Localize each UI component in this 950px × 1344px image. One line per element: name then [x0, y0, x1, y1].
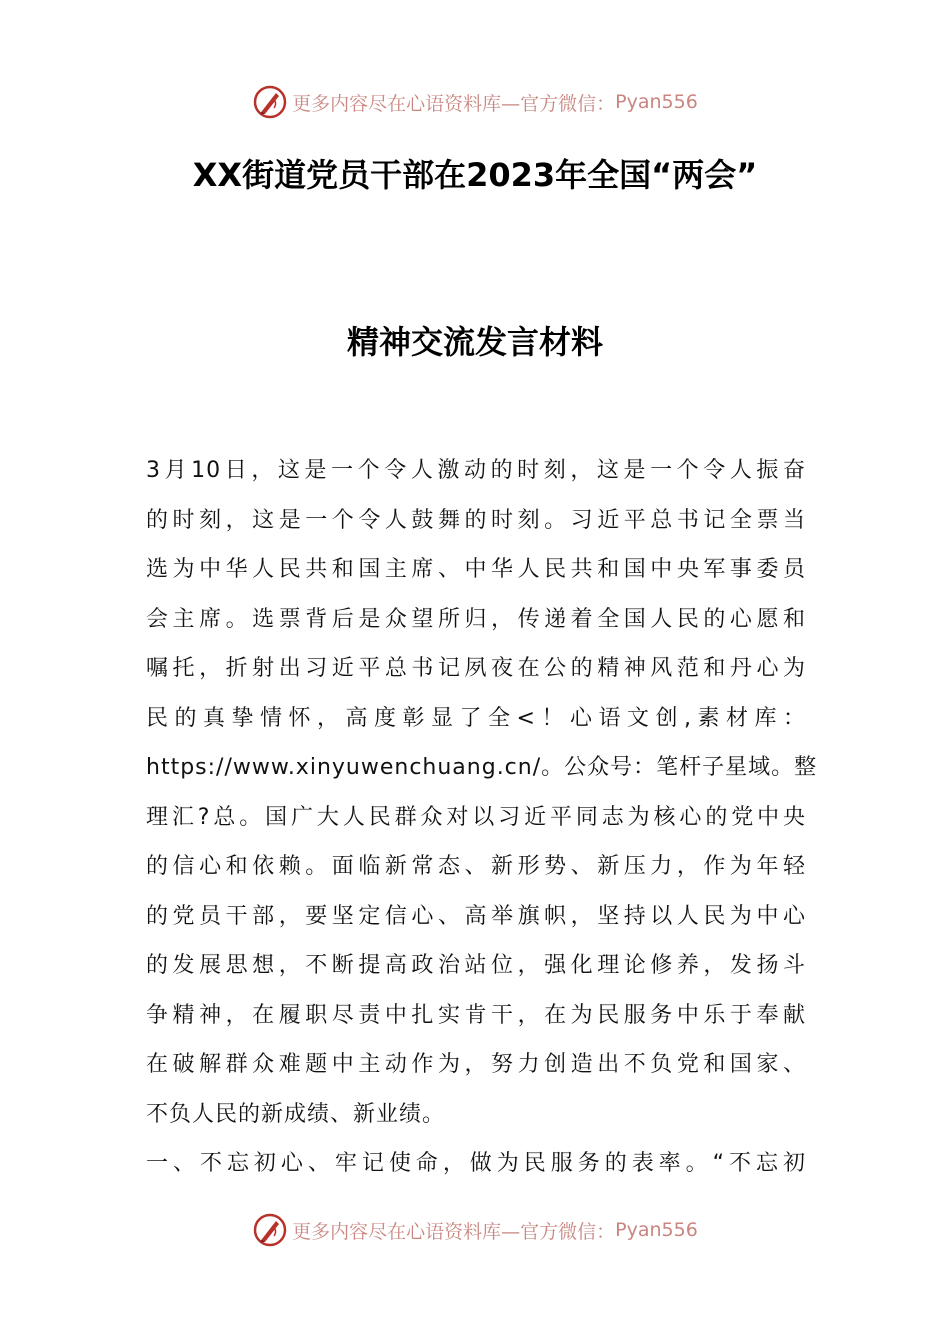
pen-logo-icon — [252, 1212, 288, 1248]
watermark-header — [0, 80, 950, 124]
document-body — [146, 446, 818, 1189]
body-line: 在破解群众难题中主动作为，努力创造出不负党和国家、 — [146, 1052, 806, 1077]
body-line: 嘱托，折射出习近平总书记夙夜在公的精神风范和丹心为 — [146, 656, 806, 681]
document-title-line-2: 精神交流发言材料 — [346, 323, 603, 361]
watermark-text: 更多内容尽在心语资料库—官方微信： — [292, 1220, 616, 1243]
watermark-wechat-id: Pyan556 — [615, 91, 698, 113]
body-line: 选为中华人民共和国主席、中华人民共和国中央军事委员 — [146, 557, 806, 582]
body-line: https://www.xinyuwenchuang.cn/。公众号：笔杆子星域。整 — [146, 755, 818, 780]
body-line: 不负人民的新成绩、新业绩。 — [146, 1101, 446, 1127]
body-line: 理汇?总。国广大人民群众对以习近平同志为核心的党中央 — [146, 804, 806, 830]
watermark-text: 更多内容尽在心语资料库—官方微信： — [292, 92, 616, 115]
body-line: 的发展思想，不断提高政治站位，强化理论修养，发扬斗 — [146, 953, 806, 978]
pen-logo-icon — [252, 84, 288, 120]
body-line: 3月10日，这是一个令人激动的时刻，这是一个令人振奋 — [146, 458, 806, 483]
body-line: 争精神，在履职尽责中扎实肯干，在为民服务中乐于奉献 — [146, 1002, 806, 1028]
watermark-footer — [0, 1208, 950, 1252]
body-line: 一、不忘初心、牢记使命，做为民服务的表率。“不忘初 — [146, 1151, 806, 1176]
body-line: 民的真挚情怀，高度彰显了全<！心语文创,素材库： — [146, 705, 806, 731]
body-line: 的信心和依赖。面临新常态、新形势、新压力，作为年轻 — [146, 854, 806, 879]
document-title-line-1: XX街道党员干部在2023年全国“两会” — [192, 156, 758, 194]
body-line: 的党员干部，要坚定信心、高举旗帜，坚持以人民为中心 — [146, 903, 806, 929]
watermark-wechat-id: Pyan556 — [615, 1219, 698, 1241]
body-line: 的时刻，这是一个令人鼓舞的时刻。习近平总书记全票当 — [146, 507, 806, 533]
body-line: 会主席。选票背后是众望所归，传递着全国人民的心愿和 — [146, 606, 806, 632]
